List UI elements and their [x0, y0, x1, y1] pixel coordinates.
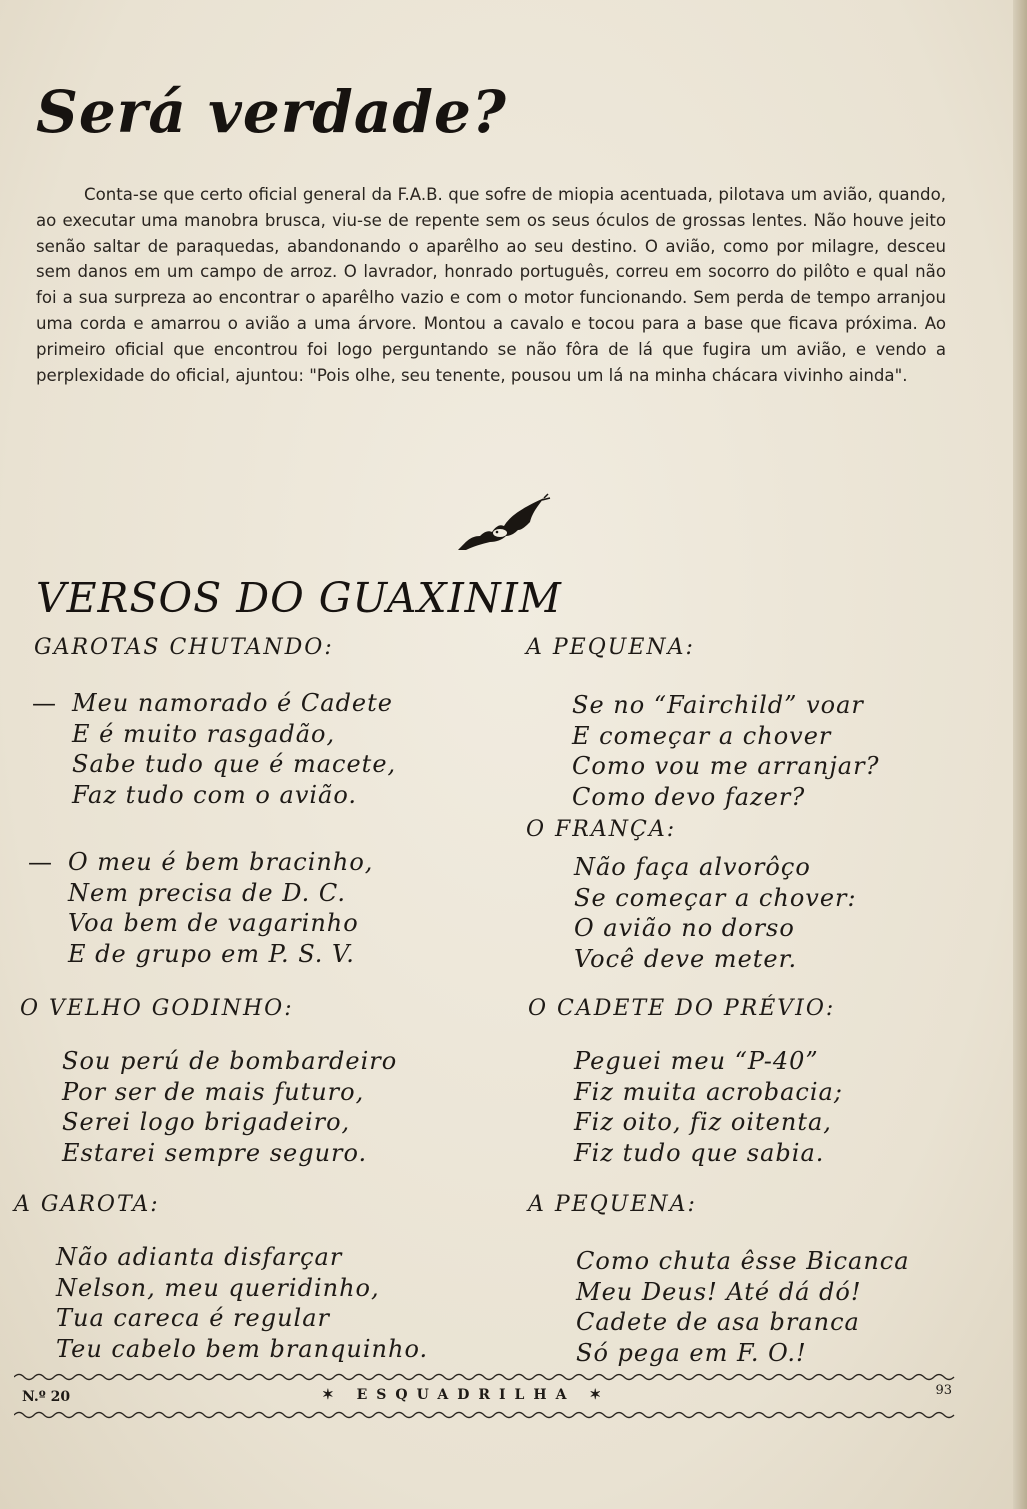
verse-line: Nem precisa de D. C. [68, 878, 346, 907]
page-spine-edge [1013, 0, 1027, 1509]
stanza-garotas-1 [32, 688, 397, 810]
verse-line: Nelson, meu queridinho, [56, 1273, 380, 1302]
page-number: 93 [935, 1383, 952, 1398]
verse-line: Tua careca é regular [56, 1304, 330, 1332]
article-title: Será verdade? [36, 78, 507, 146]
bat-icon [452, 492, 552, 558]
verse-line: Sou perú de bombardeiro [62, 1047, 398, 1075]
footer-rule-bottom [14, 1410, 994, 1420]
verse-line: Faz tudo com o avião. [72, 780, 358, 809]
verse-line: Fiz tudo que sabia. [574, 1138, 825, 1167]
verse-line: Como chuta êsse Bicanca [576, 1247, 910, 1275]
verse-line: Só pega em F. O.! [576, 1338, 807, 1367]
verse-line: E de grupo em P. S. V. [68, 939, 355, 968]
poem-heading-garota: A GAROTA: [14, 1192, 160, 1217]
page-footer [22, 1383, 952, 1407]
verse-line: Por ser de mais futuro, [62, 1077, 365, 1106]
poem-heading-garotas: GAROTAS CHUTANDO: [34, 635, 334, 660]
verse-line: Teu cabelo bem branquinho. [56, 1334, 429, 1363]
poem-heading-cadete: O CADETE DO PRÉVIO: [528, 996, 836, 1021]
verse-line: Como devo fazer? [572, 782, 806, 811]
stanza-garotas-2 [28, 847, 374, 969]
verse-line: Estarei sempre seguro. [62, 1138, 368, 1167]
poem-heading-godinho: O VELHO GODINHO: [20, 996, 294, 1021]
verse-line: Como vou me arranjar? [572, 752, 880, 780]
verse-line: Se no “Fairchild” voar [572, 691, 864, 719]
verse-line: Meu Deus! Até dá dó! [576, 1277, 862, 1306]
stanza-garota [56, 1242, 428, 1364]
issue-number: N.º 20 [22, 1389, 71, 1405]
dash-marker: — [28, 848, 53, 876]
verse-line: Não faça alvorôço [574, 853, 811, 881]
verse-line: Voa bem de vagarinho [68, 909, 359, 937]
verse-line: Peguei meu “P-40” [574, 1047, 819, 1075]
verse-line: Sabe tudo que é macete, [72, 750, 397, 778]
poems-section-title: VERSOS DO GUAXINIM [36, 574, 562, 622]
verse-line: Você deve meter. [574, 944, 798, 973]
stanza-pequena-1 [572, 690, 879, 812]
poem-heading-pequena-1: A PEQUENA: [526, 635, 695, 660]
stanza-godinho [62, 1046, 397, 1168]
stanza-cadete [574, 1046, 843, 1168]
verse-line: O meu é bem bracinho, [68, 848, 374, 876]
article-body: Conta-se que certo oficial general da F.A.B. que sofre de miopia acentuada, pilotava um avião, quando, ao executar uma manobra brusca, viu-se de repente sem os seus óculos de grossas lentes. Não houve jeito senão saltar de paraquedas, abandonando o aparêlho ao seu destino. O avião, como por milagre, desceu sem danos em um campo de arroz. O lavrador, honrado português, correu em socorro do pilôto e qual não foi a sua surpreza ao encontrar o aparêlho vazio e com o motor funcionando. Sem perda de tempo arranjou uma corda e amarrou o avião a uma árvore. Montou a cavalo e tocou para a base que ficava próxima. Ao primeiro oficial que encontrou foi logo perguntando se não fôra de lá que fugira um avião, e vendo a perplexidade do oficial, ajuntou: "Pois olhe, seu tenente, pousou um lá na minha chácara vivinho ainda". [36, 185, 946, 385]
verse-line: Fiz muita acrobacia; [574, 1077, 843, 1106]
verse-line: Fiz oito, fiz oitenta, [574, 1108, 832, 1136]
poem-heading-pequena-2: A PEQUENA: [528, 1192, 697, 1217]
dash-marker: — [32, 689, 57, 717]
verse-line: O avião no dorso [574, 914, 795, 942]
magazine-name: ✶ ESQUADRILHA ✶ [322, 1387, 611, 1403]
footer-rule-top [14, 1372, 994, 1382]
verse-line: Se começar a chover: [574, 883, 857, 912]
verse-line: E começar a chover [572, 721, 832, 750]
verse-line: E é muito rasgadão, [72, 719, 336, 748]
stanza-franca [574, 852, 857, 974]
verse-line: Não adianta disfarçar [56, 1243, 343, 1271]
verse-line: Meu namorado é Cadete [72, 689, 393, 717]
poem-heading-franca: O FRANÇA: [526, 817, 677, 842]
verse-line: Serei logo brigadeiro, [62, 1108, 351, 1136]
stanza-pequena-2 [576, 1246, 910, 1368]
verse-line: Cadete de asa branca [576, 1308, 860, 1336]
